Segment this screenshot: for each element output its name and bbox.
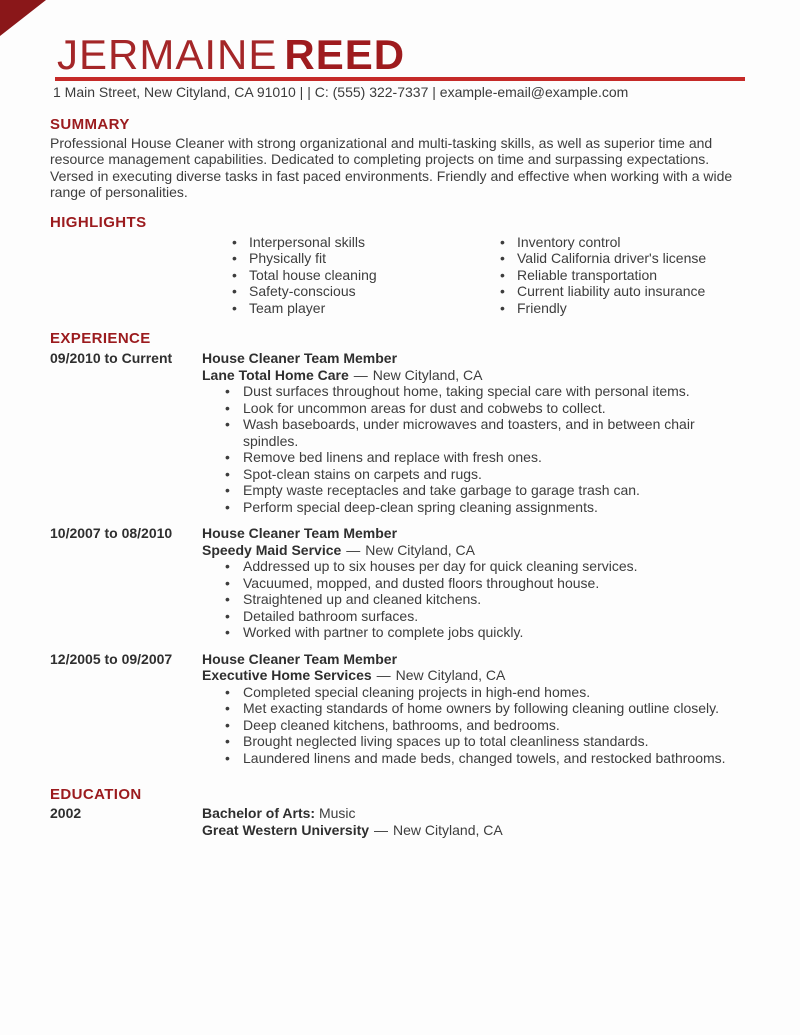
job-title: House Cleaner Team Member	[202, 350, 398, 366]
corner-accent-triangle	[0, 0, 46, 36]
job-entry	[50, 525, 750, 641]
resume-header	[53, 0, 745, 101]
list-item: • Wash baseboards, under microwaves and toasters, and in between chair spindles.	[202, 416, 750, 449]
list-item: • Valid California driver's license	[500, 250, 706, 267]
highlights-column-1	[232, 234, 500, 317]
degree-field: Music	[318, 805, 356, 821]
highlights-columns	[50, 234, 750, 317]
job-dates: 09/2010 to Current	[50, 350, 173, 366]
company-line	[202, 367, 750, 384]
company-line	[202, 542, 750, 559]
list-item: • Reliable transportation	[500, 267, 706, 284]
candidate-first-name: JERMAINE	[57, 31, 278, 78]
list-item: • Safety-conscious	[232, 283, 500, 300]
list-item: • Laundered linens and made beds, changed towels, and restocked bathrooms.	[202, 750, 750, 767]
highlights-section	[50, 214, 750, 317]
school-location: New Cityland, CA	[393, 821, 503, 838]
summary-section	[50, 116, 750, 201]
list-item: • Addressed up to six houses per day for quick cleaning services.	[202, 558, 750, 575]
list-item: • Look for uncommon areas for dust and cobwebs to collect.	[202, 400, 750, 417]
summary-heading: SUMMARY	[50, 115, 130, 133]
job-title: House Cleaner Team Member	[202, 525, 398, 541]
job-entry	[50, 651, 750, 767]
school-name: Great Western University	[202, 821, 370, 838]
list-item: • Vacuumed, mopped, and dusted floors throughout house.	[202, 575, 750, 592]
job-dates: 10/2007 to 08/2010	[50, 525, 173, 541]
list-item: • Inventory control	[500, 234, 706, 251]
company-location-separator: —	[346, 541, 361, 558]
list-item: • Straightened up and cleaned kitchens.	[202, 591, 750, 608]
company-location-separator: —	[376, 667, 391, 683]
education-section	[50, 786, 750, 838]
company-name: Speedy Maid Service	[202, 541, 342, 558]
list-item: • Perform special deep-clean spring cleaning assignments.	[202, 499, 750, 516]
job-title: House Cleaner Team Member	[202, 650, 398, 667]
candidate-last-name: REED	[284, 31, 406, 78]
job-dates: 12/2005 to 09/2007	[50, 650, 173, 667]
company-name: Lane Total Home Care	[202, 366, 349, 383]
education-heading: EDUCATION	[50, 786, 142, 803]
company-location-separator: —	[353, 366, 368, 383]
resume-body	[50, 116, 750, 839]
list-item: • Completed special cleaning projects in high-end homes.	[202, 684, 750, 701]
job-duties-list	[202, 684, 750, 767]
list-item: • Remove bed linens and replace with fresh ones.	[202, 449, 750, 466]
list-item: • Team player	[232, 300, 500, 317]
list-item: • Deep cleaned kitchens, bathrooms, and bedrooms.	[202, 717, 750, 734]
experience-heading: EXPERIENCE	[50, 330, 151, 347]
list-item: • Detailed bathroom surfaces.	[202, 608, 750, 625]
experience-section	[50, 330, 750, 766]
list-item: • Empty waste receptacles and take garbage to garage trash can.	[202, 482, 750, 499]
degree-name: Bachelor of Arts:	[202, 805, 316, 821]
list-item: • Worked with partner to complete jobs quickly.	[202, 624, 750, 641]
list-item: • Current liability auto insurance	[500, 283, 706, 300]
list-item: • Spot-clean stains on carpets and rugs.	[202, 466, 750, 483]
job-details	[202, 525, 750, 641]
education-year: 2002	[50, 805, 82, 821]
education-entry	[50, 805, 750, 838]
company-name: Executive Home Services	[202, 667, 372, 683]
job-location: New Cityland, CA	[395, 667, 506, 683]
job-duties-list	[202, 383, 750, 515]
school-line	[202, 822, 503, 839]
list-item: • Physically fit	[232, 250, 500, 267]
list-item: • Brought neglected living spaces up to total cleanliness standards.	[202, 733, 750, 750]
company-line	[202, 667, 750, 684]
job-location: New Cityland, CA	[365, 541, 475, 558]
candidate-name	[57, 32, 745, 77]
school-location-separator: —	[374, 821, 389, 838]
job-entry	[50, 350, 750, 515]
highlights-heading: HIGHLIGHTS	[50, 213, 147, 231]
summary-paragraph: Professional House Cleaner with strong organizational and multi-tasking skills, as well as superior time and resource management capabilities. Dedicated to completing projects on time and surpassing expectations. Versed in executing diverse tasks in fast paced environments. Friendly and effective when working with a wide range of personalities.	[50, 134, 733, 200]
education-details	[202, 805, 503, 838]
list-item: • Interpersonal skills	[232, 234, 500, 251]
list-item: • Met exacting standards of home owners by following cleaning outline closely.	[202, 700, 750, 717]
job-location: New Cityland, CA	[372, 366, 483, 383]
degree-line	[202, 805, 503, 822]
job-duties-list	[202, 558, 750, 641]
contact-line: 1 Main Street, New Cityland, CA 91010 | | C: (555) 322-7337 | example-email@example.com	[53, 84, 629, 100]
job-details	[202, 651, 750, 767]
job-details	[202, 350, 750, 515]
list-item: • Dust surfaces throughout home, taking special care with personal items.	[202, 383, 750, 400]
highlights-column-2	[500, 234, 706, 317]
list-item: • Total house cleaning	[232, 267, 500, 284]
list-item: • Friendly	[500, 300, 706, 317]
